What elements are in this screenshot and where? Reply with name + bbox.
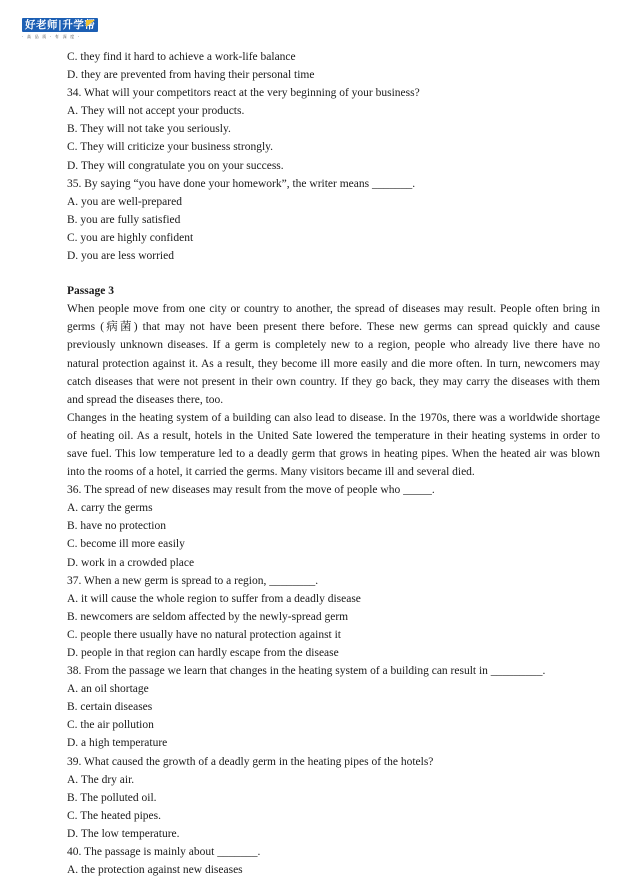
answer-option: D. a high temperature	[67, 737, 168, 750]
answer-option: A. an oil shortage	[67, 683, 149, 696]
logo-text: 好老师|升学帮	[22, 18, 98, 32]
question-39: 39. What caused the growth of a deadly germ in the heating pipes of the hotels?	[67, 755, 434, 768]
passage-title: Passage 3	[67, 285, 114, 298]
answer-option: D. work in a crowded place	[67, 556, 195, 569]
answer-option: B. They will not take you seriously.	[67, 123, 231, 136]
answer-option: A. The dry air.	[67, 773, 135, 786]
answer-option: C. you are highly confident	[67, 231, 194, 244]
answer-option: D. The low temperature.	[67, 827, 180, 840]
answer-option: B. you are fully satisfied	[67, 213, 181, 226]
answer-option: B. The polluted oil.	[67, 791, 157, 804]
answer-option: B. have no protection	[67, 520, 167, 533]
answer-option: A. carry the germs	[67, 502, 153, 515]
answer-option: C. people there usually have no natural protection against it	[67, 628, 342, 641]
answer-option: A. the protection against new diseases	[67, 864, 243, 877]
answer-option: B. newcomers are seldom affected by the newly-spread germ	[67, 610, 349, 623]
answer-option: D. They will congratulate you on your success.	[67, 159, 284, 172]
answer-option: D. they are prevented from having their personal time	[67, 69, 315, 82]
answer-option: A. you are well-prepared	[67, 195, 182, 208]
answer-option: D. you are less worried	[67, 250, 174, 263]
passage-paragraph: Changes in the heating system of a building can also lead to disease. In the 1970s, there was a worldwide shortage of heating oil. As a result, hotels in the United Sate lowered the temperature in their heating systems in order to save fuel. This low temperature led to a deadly germ that grows in heating pipes. When the heated air was blown into the rooms of a hotel, it carried the germs. Many visitors became ill and several died.	[67, 411, 600, 479]
section-spacer	[67, 265, 600, 282]
answer-option: A. it will cause the whole region to suffer from a deadly disease	[67, 592, 361, 605]
answer-option: C. the air pollution	[67, 719, 154, 732]
question-38: 38. From the passage we learn that changes in the heating system of a building can result in _________.	[67, 665, 546, 678]
passage-paragraph: When people move from one city or country to another, the spread of diseases may result. People often bring in germs (病菌) that may not have been present there before. These new germs can spread quickly and cause previously unknown diseases. If a germ is completely new to a region, people who already live there have no natural protection against it. As a result, they become ill more easily and die more often. In turn, newcomers may catch diseases that were not present in their own country. If they go back, they may carry the diseases with them and spread the diseases there, too.	[67, 303, 600, 406]
answer-option: C. become ill more easily	[67, 538, 185, 551]
answer-option: C. they find it hard to achieve a work-life balance	[67, 51, 296, 63]
document-body	[67, 48, 600, 879]
brand-logo	[22, 18, 98, 40]
answer-option: A. They will not accept your products.	[67, 105, 245, 118]
answer-option: D. people in that region can hardly escape from the disease	[67, 647, 339, 659]
answer-option: C. The heated pipes.	[67, 809, 161, 822]
question-35: 35. By saying “you have done your homework”, the writer means _______.	[67, 177, 416, 190]
question-40: 40. The passage is mainly about _______.	[67, 846, 261, 859]
answer-option: B. certain diseases	[67, 701, 153, 714]
question-37: 37. When a new germ is spread to a region, ________.	[67, 574, 319, 587]
question-36: 36. The spread of new diseases may result from the move of people who _____.	[67, 484, 435, 497]
answer-option: C. They will criticize your business strongly.	[67, 141, 274, 154]
logo-accent-icon	[86, 20, 95, 27]
logo-tagline: · 高 品 质 · 有 深 度 ·	[22, 34, 81, 39]
question-34: 34. What will your competitors react at the very beginning of your business?	[67, 87, 420, 100]
